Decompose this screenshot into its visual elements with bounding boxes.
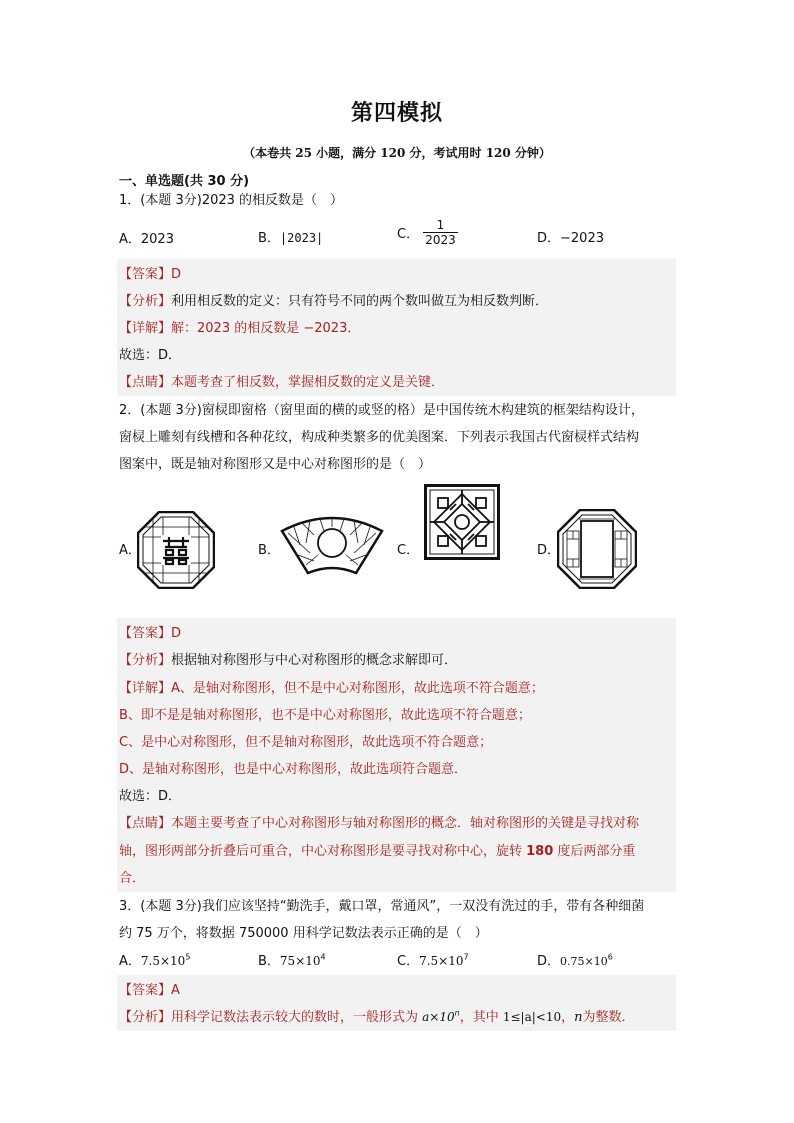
q3-option-b-exp: 4 — [320, 952, 326, 962]
q2-analysis-text: 根据轴对称图形与中心对称图形的概念求解即可． — [171, 653, 458, 668]
q1-answer-value: D — [171, 267, 182, 282]
window-pattern-b-figure — [280, 513, 384, 575]
q2-answer — [119, 622, 679, 641]
q1-option-d: D．−2023 — [537, 231, 604, 246]
section-heading: 一、单选题(共 30 分) — [119, 174, 250, 189]
q2-option-a-label: A． — [119, 543, 141, 558]
q2-detail-d: D、是轴对称图形，也是中心对称图形，故此选项符合题意． — [119, 762, 468, 777]
q3-option-c-label: C． — [397, 954, 420, 969]
q2-point-text-2c: 度后两部分重 — [553, 844, 636, 859]
q1-option-b-value: |2023| — [279, 231, 324, 245]
q3-option-d-base: 0.75×10 — [560, 955, 608, 968]
q2-analysis-tag: 【分析】 — [119, 653, 172, 668]
page-title: 第四模拟 — [350, 101, 443, 126]
q2-option-b-label: B． — [258, 543, 280, 558]
q1-option-b-label: B． — [258, 231, 280, 246]
q2-point-line-3: 合． — [119, 871, 146, 886]
q1-detail-text: 解：2023 的相反数是 −2023． — [171, 321, 361, 336]
q1-option-c-label: C． — [397, 227, 420, 242]
window-pattern-c-figure — [424, 484, 500, 560]
q2-answer-value: D — [171, 626, 182, 641]
q2-option-c-label: C． — [397, 543, 420, 558]
q3-stem-line-2: 约 75 万个，将数据 750000 用科学记数法表示正确的是（ ） — [119, 926, 488, 941]
window-pattern-d-figure — [557, 509, 637, 589]
q1-point-tag: 【点睛】 — [119, 375, 172, 390]
q3-option-b-base: 75×10 — [279, 954, 321, 968]
q1-analysis-tag: 【分析】 — [119, 294, 172, 309]
q1-analysis-text: 利用相反数的定义：只有符号不同的两个数叫做互为相反数判断． — [171, 294, 549, 309]
q3-analysis-text-c: ， — [561, 1010, 575, 1025]
q2-answer-tag: 【答案】 — [119, 626, 172, 641]
q1-option-a: A．2023 — [119, 232, 174, 247]
q1-detail-tag: 【详解】 — [119, 321, 172, 336]
q1-point — [119, 371, 679, 390]
q1-option-b — [258, 227, 323, 246]
q3-analysis-formula-exp: n — [454, 1008, 460, 1018]
q3-answer — [119, 979, 679, 998]
q3-option-a-exp: 5 — [185, 952, 191, 962]
q1-stem: 1．(本题 3分)2023 的相反数是（ ） — [119, 193, 344, 208]
q2-point-text-2a: 轴，图形两部分折叠后可重合，中心对称图形是要寻找对称中心，旋转 — [119, 844, 527, 859]
q1-detail — [119, 317, 679, 336]
q3-option-b-label: B． — [258, 954, 280, 969]
q2-detail-c: C、是中心对称图形，但不是轴对称图形，故此选项不符合题意； — [119, 735, 493, 750]
q2-point-line-1 — [119, 812, 679, 831]
q2-point-text-1: 本题主要考查了中心对称图形与轴对称图形的概念．轴对称图形的关键是寻找对称 — [171, 816, 640, 831]
q1-answer-tag: 【答案】 — [119, 267, 172, 282]
q2-stem-line-1: 2．(本题 3分)窗棂即窗格（窗里面的横的或竖的格）是中国传统木构建筑的框架结构设计， — [119, 403, 644, 418]
q1-point-text: 本题考查了相反数，掌握相反数的定义是关键． — [171, 375, 445, 390]
q1-answer — [119, 263, 679, 282]
q3-option-a-label: A． — [119, 954, 141, 969]
q3-option-c-exp: 7 — [463, 952, 469, 962]
q3-option-d-exp: 6 — [607, 952, 613, 962]
q3-option-d-label: D． — [537, 954, 561, 969]
q3-analysis-text-d: 为整数． — [582, 1010, 635, 1025]
q3-option-a — [119, 950, 190, 969]
window-pattern-a-figure — [137, 511, 215, 589]
q2-option-d-label: D． — [537, 543, 561, 558]
q1-option-c — [397, 218, 458, 247]
q3-stem-line-1: 3．(本题 3分)我们应该坚持“勤洗手，戴口罩，常通风”，一双没有洗过的手，带有各种细菌 — [119, 899, 645, 914]
q3-analysis-tag: 【分析】 — [119, 1010, 172, 1025]
q2-detail-b: B、即不是是轴对称图形，也不是中心对称图形，故此选项不符合题意； — [119, 708, 531, 723]
q3-analysis-formula: a×10 — [422, 1010, 455, 1024]
q1-option-c-fraction — [423, 218, 458, 247]
page-subtitle: （本卷共 25 小题，满分 120 分，考试用时 120 分钟） — [243, 146, 551, 160]
q1-option-c-denominator: 2023 — [425, 233, 456, 247]
q2-detail-a-text: A、是轴对称图形，但不是中心对称图形，故此选项不符合题意； — [171, 681, 544, 696]
q3-analysis-text-b: ，其中 — [459, 1010, 503, 1025]
q3-option-b — [258, 950, 326, 969]
q3-option-c — [397, 950, 469, 969]
q2-stem-line-2: 窗棂上雕刻有线槽和各种花纹，构成种类繁多的优美图案．下列表示我国古代窗棂样式结构 — [119, 430, 640, 445]
q1-choose: 故选：D． — [119, 348, 182, 363]
q1-analysis — [119, 290, 679, 309]
q2-point-line-2 — [119, 840, 679, 859]
q3-answer-tag: 【答案】 — [119, 983, 172, 998]
q1-option-c-numerator: 1 — [423, 218, 458, 233]
q2-point-angle: 180 — [526, 844, 554, 859]
q3-analysis-range: 1≤|a|<10 — [502, 1010, 562, 1024]
q3-option-c-base: 7.5×10 — [419, 954, 464, 968]
q3-analysis-n: n — [574, 1010, 583, 1025]
q2-detail-a — [119, 677, 679, 696]
q3-analysis-text-a: 用科学记数法表示较大的数时，一般形式为 — [171, 1010, 423, 1025]
q2-stem-line-3: 图案中，既是轴对称图形又是中心对称图形的是（ ） — [119, 457, 432, 472]
q2-point-tag: 【点睛】 — [119, 816, 172, 831]
q2-choose: 故选：D． — [119, 789, 182, 804]
q2-analysis — [119, 649, 679, 668]
q3-analysis — [119, 1006, 679, 1025]
q3-option-a-base: 7.5×10 — [140, 954, 186, 968]
q2-detail-tag: 【详解】 — [119, 681, 172, 696]
q3-answer-value: A — [171, 983, 180, 998]
q3-option-d — [537, 950, 613, 969]
